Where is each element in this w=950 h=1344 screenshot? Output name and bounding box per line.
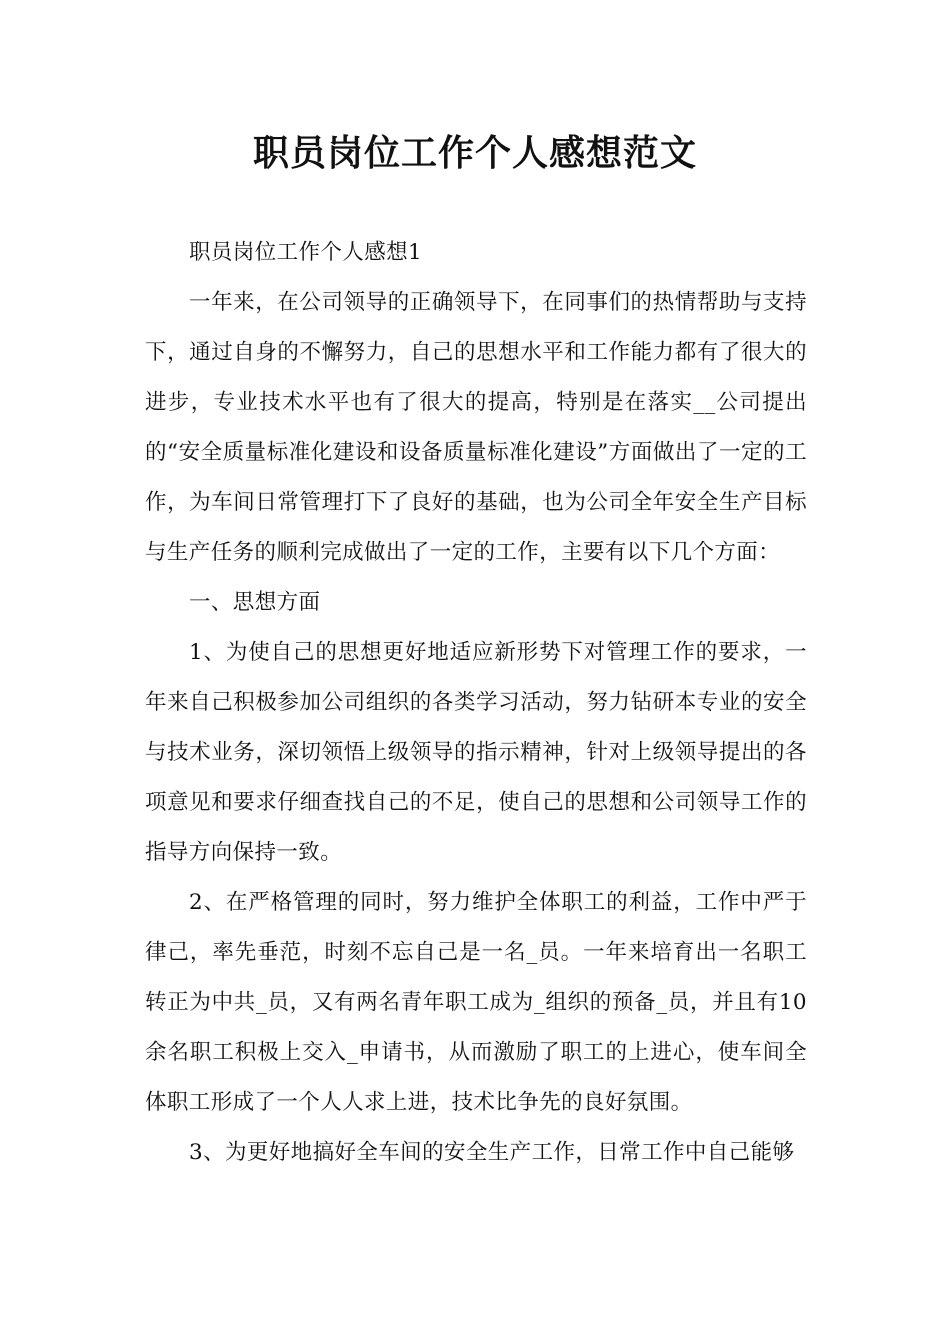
document-body <box>145 228 807 1178</box>
paragraph: 1、为使自己的思想更好地适应新形势下对管理工作的要求，一年来自己积极参加公司组织的各类学习活动，努力钻研本专业的安全与技术业务，深切领悟上级领导的指示精神，针对上级领导提出的各项意见和要求仔细查找自己的不足，使自己的思想和公司领导工作的指导方向保持一致。 <box>145 640 807 865</box>
document-title: 职员岗位工作个人感想范文 <box>252 133 697 174</box>
paragraph: 一年来，在公司领导的正确领导下，在同事们的热情帮助与支持下，通过自身的不懈努力，自己的思想水平和工作能力都有了很大的进步，专业技术水平也有了很大的提高，特别是在落实__公司提出的“安全质量标准化建设和设备质量标准化建设”方面做出了一定的工作，为车间日常管理打下了良好的基础，也为公司全年安全生产目标与生产任务的顺利完成做出了一定的工作，主要有以下几个方面： <box>145 290 807 565</box>
section-heading: 职员岗位工作个人感想1 <box>189 240 423 265</box>
section-heading: 一、思想方面 <box>189 590 321 615</box>
paragraph: 3、为更好地搞好全车间的安全生产工作，日常工作中自己能够 <box>189 1140 795 1165</box>
paragraph: 2、在严格管理的同时，努力维护全体职工的利益，工作中严于律己，率先垂范，时刻不忘自己是一名_员。一年来培育出一名职工转正为中共_员，又有两名青年职工成为_组织的预备_员，并且有10余名职工积极上交入_申请书，从而激励了职工的上进心，使车间全体职工形成了一个人人求上进，技术比争先的良好氛围。 <box>145 890 807 1115</box>
